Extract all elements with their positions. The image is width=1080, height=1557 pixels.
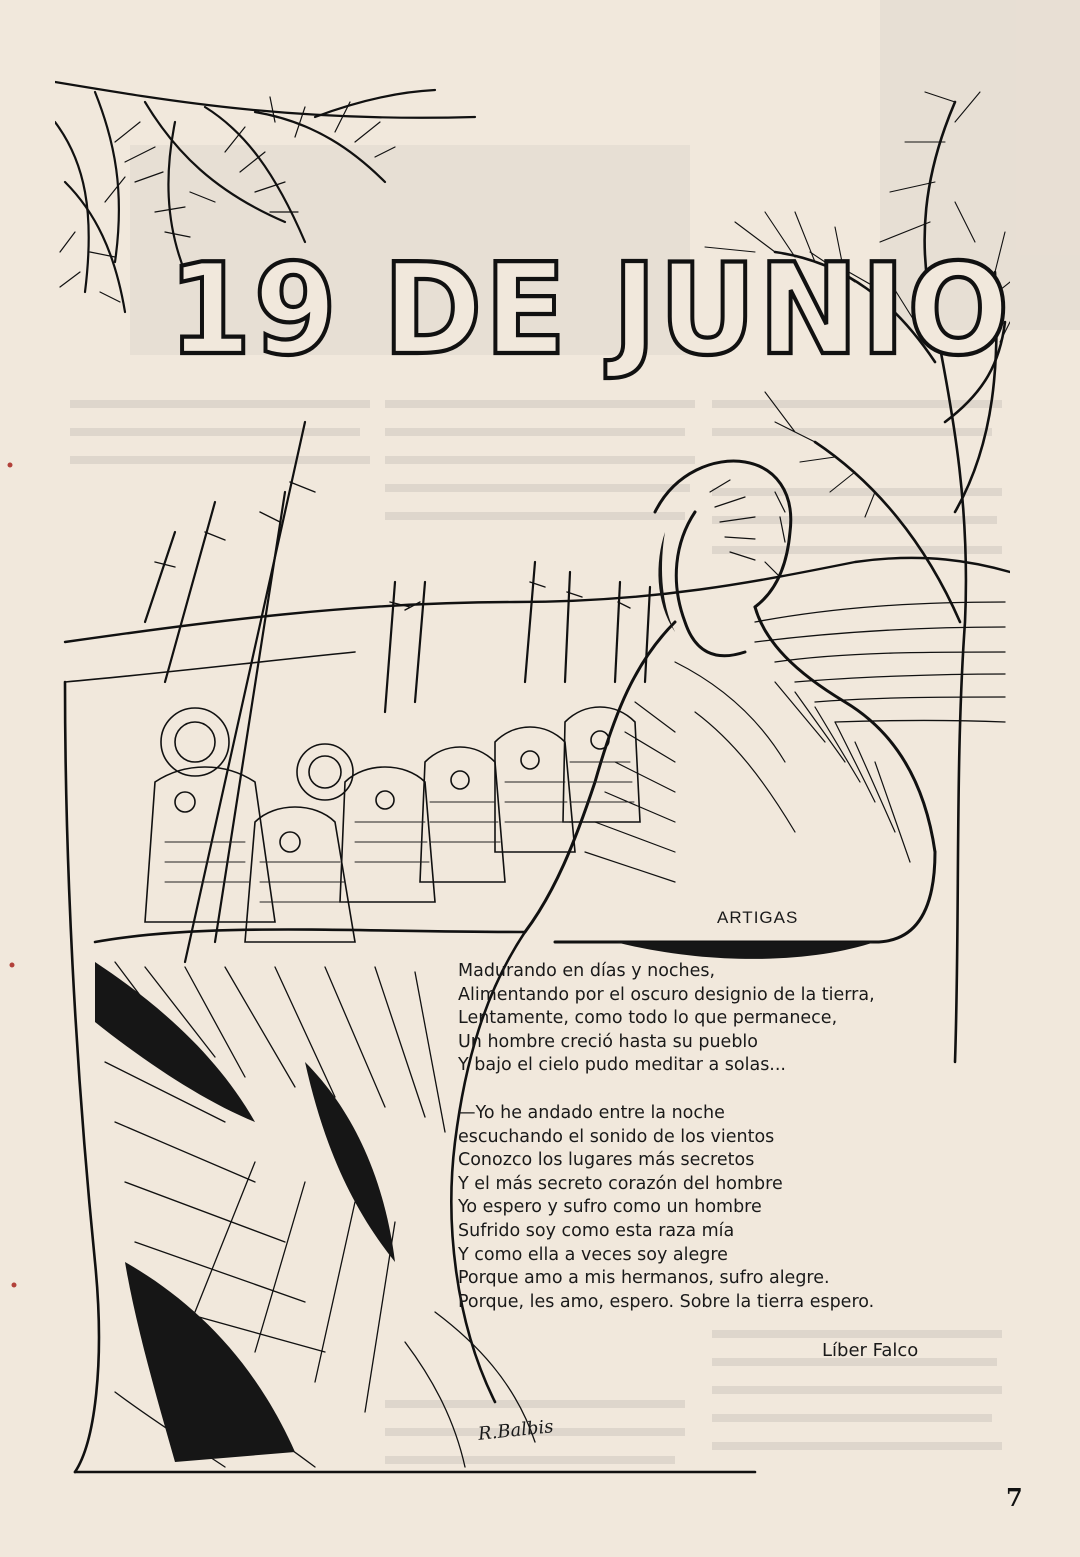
poem-line: Porque, les amo, espero. Sobre la tierra espero. (458, 1291, 875, 1312)
poem-line: Yo espero y sufro como un hombre (458, 1197, 762, 1218)
poem-line: Sufrido soy como esta raza mía (458, 1220, 735, 1241)
poem-line: Un hombre creció hasta su pueblo (458, 1031, 759, 1052)
page-title: 19 DE JUNIO (168, 237, 1012, 384)
poem-stanza-1 (458, 960, 875, 1078)
poem-line: Y como ella a veces soy alegre (458, 1244, 728, 1265)
poem-line: Alimentando por el oscuro designio de la tierra, (458, 984, 875, 1005)
poem-line: Conozco los lugares más secretos (458, 1150, 755, 1171)
poem-author: Líber Falco (822, 1340, 919, 1361)
poem-line: —Yo he andado entre la noche (458, 1103, 725, 1123)
page-number: 7 (1006, 1483, 1023, 1512)
poem-line: Porque amo a mis hermanos, sufro alegre. (458, 1268, 830, 1289)
poem-stanza-2 (458, 1102, 874, 1314)
poem-line: escuchando el sonido de los vientos (458, 1126, 775, 1147)
poem-line: Y el más secreto corazón del hombre (458, 1173, 783, 1194)
poem-line: Y bajo el cielo pudo meditar a solas... (458, 1055, 786, 1076)
illustration-caption: ARTIGAS (717, 908, 799, 927)
poem-line: Madurando en días y noches, (458, 961, 716, 981)
poem-line: Lentamente, como todo lo que permanece, (458, 1008, 838, 1029)
artist-signature: R.Balbis (477, 1416, 555, 1445)
